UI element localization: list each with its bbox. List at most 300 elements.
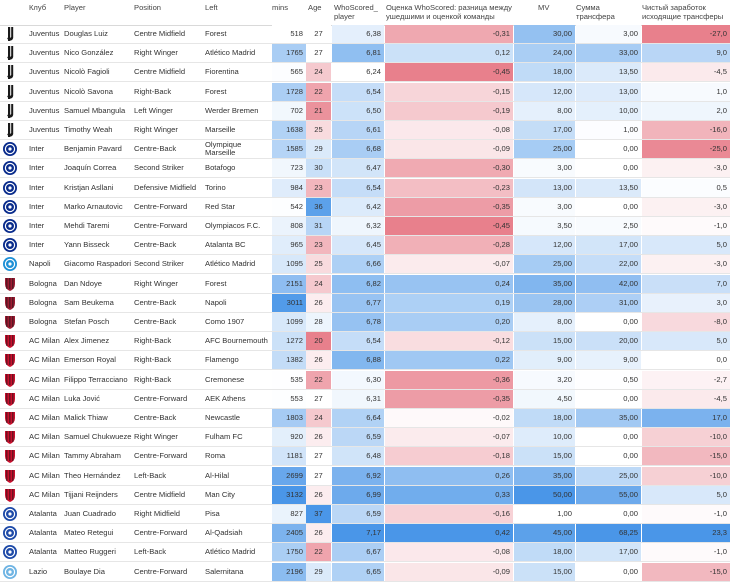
age-cell: 25 — [306, 255, 331, 273]
transfer-cell: 0,00 — [576, 447, 641, 465]
ws-diff-cell: -0,09 — [385, 563, 513, 581]
ws-diff-cell: -0,35 — [385, 390, 513, 408]
net-cell: 5,0 — [642, 236, 730, 254]
net-cell: 7,0 — [642, 275, 730, 293]
ws-player-cell: 6,54 — [332, 83, 384, 101]
club-cell: Inter — [29, 221, 45, 230]
transfer-cell: 9,00 — [576, 351, 641, 369]
mins-cell: 1750 — [272, 543, 306, 561]
table-row[interactable] — [0, 159, 730, 178]
transfer-cell: 2,50 — [576, 217, 641, 235]
ws-player-cell: 6,67 — [332, 543, 384, 561]
mv-cell: 35,00 — [514, 467, 575, 485]
atalanta-logo — [2, 506, 18, 522]
mins-cell: 1382 — [272, 351, 306, 369]
age-cell: 22 — [306, 371, 331, 389]
mv-cell: 9,00 — [514, 351, 575, 369]
table-row[interactable] — [0, 390, 730, 409]
position-cell: Left-Back — [134, 547, 167, 557]
position-cell: Right Midfield — [134, 509, 181, 518]
milan-logo — [2, 429, 18, 445]
club-cell: Bologna — [29, 317, 57, 326]
header-left[interactable]: Left — [205, 3, 218, 12]
net-cell: 17,0 — [642, 409, 730, 427]
header-mv[interactable]: MV — [538, 3, 550, 12]
net-cell: 5,0 — [642, 332, 730, 350]
transfer-cell: 42,00 — [576, 275, 641, 293]
table-row[interactable] — [0, 83, 730, 102]
player-cell: Luka Jović — [64, 393, 100, 403]
transfer-cell: 17,00 — [576, 543, 641, 561]
left-club-cell: Olympiacos F.C. — [205, 221, 261, 230]
mv-cell: 25,00 — [514, 255, 575, 273]
net-cell: 9,0 — [642, 44, 730, 62]
net-cell: -1,0 — [642, 543, 730, 561]
ws-diff-cell: -0,15 — [385, 83, 513, 101]
net-cell: -1,0 — [642, 217, 730, 235]
left-club-cell: Fulham FC — [205, 432, 243, 442]
club-cell: AC Milan — [29, 470, 60, 480]
ws-diff-cell: 0,12 — [385, 44, 513, 62]
position-cell: Centre-Forward — [134, 221, 188, 230]
inter-logo — [2, 237, 18, 253]
mv-cell: 15,00 — [514, 447, 575, 465]
left-club-cell: Atlético Madrid — [205, 48, 256, 58]
transfer-cell: 0,00 — [576, 390, 641, 408]
ws-player-cell: 6,32 — [332, 217, 384, 235]
table-row[interactable] — [0, 25, 730, 44]
position-cell: Centre-Forward — [134, 201, 188, 211]
transfer-cell: 17,00 — [576, 236, 641, 254]
table-row[interactable] — [0, 44, 730, 63]
table-row[interactable] — [0, 217, 730, 236]
player-cell: Alex Jimenez — [64, 336, 110, 346]
table-row[interactable] — [0, 198, 730, 217]
ws-player-cell: 6,65 — [332, 563, 384, 581]
transfer-cell: 13,50 — [576, 63, 641, 81]
position-cell: Centre-Back — [134, 144, 177, 154]
table-row[interactable] — [0, 102, 730, 121]
club-cell: Juventus — [29, 125, 60, 134]
ws-player-cell: 6,31 — [332, 390, 384, 408]
ws-diff-cell: -0,31 — [385, 25, 513, 43]
mv-cell: 18,00 — [514, 543, 575, 561]
club-cell: AC Milan — [29, 393, 60, 403]
transfer-cell: 10,00 — [576, 102, 641, 120]
player-cell: Juan Cuadrado — [64, 509, 116, 518]
inter-logo — [2, 141, 18, 157]
net-cell: -10,0 — [642, 428, 730, 446]
net-cell: -16,0 — [642, 121, 730, 139]
mv-cell: 18,00 — [514, 63, 575, 81]
position-cell: Centre-Forward — [134, 566, 188, 576]
ws-diff-cell: 0,42 — [385, 524, 513, 542]
position-cell: Right-Back — [134, 336, 172, 346]
mv-cell: 12,00 — [514, 236, 575, 254]
mins-cell: 553 — [272, 390, 306, 408]
table-row[interactable] — [0, 447, 730, 466]
position-cell: Second Striker — [134, 259, 184, 269]
ws-player-cell: 6,78 — [332, 313, 384, 331]
ws-player-cell: 6,48 — [332, 447, 384, 465]
transfer-cell: 0,00 — [576, 563, 641, 581]
table-row[interactable] — [0, 255, 730, 274]
table-row[interactable] — [0, 543, 730, 562]
left-club-cell: Man City — [205, 489, 235, 499]
age-cell: 36 — [306, 198, 331, 216]
table-row[interactable] — [0, 351, 730, 370]
mins-cell: 1585 — [272, 140, 306, 158]
ws-diff-cell: -0,18 — [385, 447, 513, 465]
left-club-cell: Botafogo — [205, 163, 236, 173]
table-row[interactable] — [0, 63, 730, 82]
mins-cell: 2405 — [272, 524, 306, 542]
club-cell: Atalanta — [29, 509, 57, 518]
player-cell: Emerson Royal — [64, 355, 116, 365]
mv-cell: 50,00 — [514, 486, 575, 504]
club-cell: Juventus — [29, 105, 60, 115]
left-club-cell: Salernitana — [205, 566, 244, 576]
club-cell: Inter — [29, 144, 45, 154]
player-cell: Nicolò Fagioli — [64, 67, 110, 77]
club-cell: Lazio — [29, 566, 48, 576]
club-cell: Inter — [29, 201, 45, 211]
mins-cell: 1099 — [272, 313, 306, 331]
mins-cell: 535 — [272, 371, 306, 389]
ws-player-cell: 6,47 — [332, 159, 384, 177]
age-cell: 27 — [306, 447, 331, 465]
ws-diff-cell: 0,20 — [385, 313, 513, 331]
player-cell: Mehdi Taremi — [64, 221, 110, 230]
napoli-logo — [2, 256, 18, 272]
transfer-cell: 22,00 — [576, 255, 641, 273]
ws-player-cell: 6,64 — [332, 409, 384, 427]
table-row[interactable] — [0, 179, 730, 198]
mins-cell: 965 — [272, 236, 306, 254]
ws-diff-cell: 0,22 — [385, 351, 513, 369]
position-cell: Right-Back — [134, 86, 172, 96]
net-cell: 3,0 — [642, 294, 730, 312]
mins-cell: 3011 — [272, 294, 306, 312]
net-cell: 0,5 — [642, 179, 730, 197]
transfer-cell: 0,50 — [576, 371, 641, 389]
position-cell: Centre Midfield — [134, 67, 186, 77]
milan-logo — [2, 448, 18, 464]
ws-player-cell: 6,77 — [332, 294, 384, 312]
table-row[interactable] — [0, 332, 730, 351]
position-cell: Centre Midfield — [134, 29, 186, 38]
milan-logo — [2, 333, 18, 349]
milan-logo — [2, 352, 18, 368]
table-row[interactable] — [0, 563, 730, 582]
transfer-cell: 20,00 — [576, 332, 641, 350]
player-cell: Tijjani Reijnders — [64, 489, 118, 499]
age-cell: 21 — [306, 102, 331, 120]
mv-cell: 15,00 — [514, 563, 575, 581]
ws-diff-cell: -0,45 — [385, 217, 513, 235]
ws-player-cell: 6,68 — [332, 140, 384, 158]
left-club-cell: Roma — [205, 451, 226, 461]
ws-diff-cell: -0,19 — [385, 102, 513, 120]
table-header — [0, 0, 730, 26]
ws-diff-cell: -0,28 — [385, 236, 513, 254]
net-cell: -8,0 — [642, 313, 730, 331]
position-cell: Centre-Back — [134, 413, 177, 422]
ws-player-cell: 6,59 — [332, 428, 384, 446]
milan-logo — [2, 487, 18, 503]
ws-player-cell: 6,61 — [332, 121, 384, 139]
inter-logo — [2, 160, 18, 176]
position-cell: Right-Back — [134, 355, 172, 365]
table-row[interactable] — [0, 294, 730, 313]
left-club-cell: Torino — [205, 182, 226, 192]
club-cell: Bologna — [29, 278, 57, 288]
position-cell: Right-Back — [134, 374, 172, 384]
age-cell: 25 — [306, 121, 331, 139]
club-cell: Juventus — [29, 29, 60, 38]
age-cell: 26 — [306, 351, 331, 369]
left-club-cell: Werder Bremen — [205, 105, 259, 115]
ws-player-cell: 6,30 — [332, 371, 384, 389]
net-cell: 0,0 — [642, 351, 730, 369]
header-ws-diff[interactable]: Оценка WhoScored: разница между ушедшими и оценкой команды — [386, 3, 512, 21]
inter-logo — [2, 180, 18, 196]
bologna-logo — [2, 276, 18, 292]
table-row[interactable] — [0, 505, 730, 524]
mins-cell: 542 — [272, 198, 306, 216]
mins-cell: 2196 — [272, 563, 306, 581]
ws-diff-cell: -0,45 — [385, 63, 513, 81]
left-club-cell: Red Star — [205, 201, 235, 211]
left-club-cell: Fiorentina — [205, 67, 239, 77]
player-cell: Theo Hernández — [64, 470, 121, 480]
player-cell: Samuel Chukwueze — [64, 432, 132, 442]
ws-diff-cell: -0,08 — [385, 121, 513, 139]
club-cell: AC Milan — [29, 336, 60, 346]
table-row[interactable] — [0, 428, 730, 447]
ws-diff-cell: -0,08 — [385, 543, 513, 561]
player-cell: Samuel Mbangula — [64, 105, 126, 115]
table-row[interactable] — [0, 121, 730, 140]
mv-cell: 24,00 — [514, 44, 575, 62]
net-cell: -2,7 — [642, 371, 730, 389]
net-cell: -27,0 — [642, 25, 730, 43]
club-cell: Juventus — [29, 48, 60, 58]
ws-player-cell: 6,54 — [332, 179, 384, 197]
left-club-cell: Forest — [205, 278, 227, 288]
header-age[interactable]: Age — [308, 3, 322, 12]
net-cell: -10,0 — [642, 467, 730, 485]
juventus-logo — [2, 103, 18, 119]
player-cell: Yann Bisseck — [64, 240, 110, 250]
mv-cell: 1,00 — [514, 505, 575, 523]
player-cell: Stefan Posch — [64, 317, 110, 326]
age-cell: 27 — [306, 390, 331, 408]
age-cell: 24 — [306, 275, 331, 293]
left-club-cell: Newcastle — [205, 413, 241, 422]
mv-cell: 28,00 — [514, 294, 575, 312]
player-cell: Mateo Retegui — [64, 528, 114, 538]
mins-cell: 808 — [272, 217, 306, 235]
ws-diff-cell: 0,33 — [385, 486, 513, 504]
ws-diff-cell: -0,30 — [385, 159, 513, 177]
table-row[interactable] — [0, 409, 730, 428]
age-cell: 26 — [306, 524, 331, 542]
age-cell: 27 — [306, 44, 331, 62]
ws-diff-cell: 0,24 — [385, 275, 513, 293]
left-club-cell: Atalanta BC — [205, 240, 246, 250]
transfer-cell: 55,00 — [576, 486, 641, 504]
net-cell: -4,5 — [642, 390, 730, 408]
header-club[interactable]: Клуб — [29, 3, 47, 12]
age-cell: 26 — [306, 486, 331, 504]
mins-cell: 1765 — [272, 44, 306, 62]
net-cell: -4,5 — [642, 63, 730, 81]
mins-cell: 1272 — [272, 332, 306, 350]
left-club-cell: Forest — [205, 86, 227, 96]
position-cell: Second Striker — [134, 163, 184, 173]
left-club-cell: AFC Bournemouth — [205, 336, 268, 346]
net-cell: -15,0 — [642, 447, 730, 465]
left-club-cell: Pisa — [205, 509, 220, 518]
ws-player-cell: 6,99 — [332, 486, 384, 504]
ws-player-cell: 6,42 — [332, 198, 384, 216]
net-cell: -25,0 — [642, 140, 730, 158]
club-cell: AC Milan — [29, 374, 60, 384]
ws-player-cell: 6,54 — [332, 332, 384, 350]
position-cell: Right Winger — [134, 432, 178, 442]
left-club-cell: Olympique Marseille — [205, 140, 242, 158]
ws-diff-cell: -0,07 — [385, 255, 513, 273]
mv-cell: 13,00 — [514, 179, 575, 197]
ws-player-cell: 6,88 — [332, 351, 384, 369]
club-cell: Atalanta — [29, 528, 57, 538]
club-cell: AC Milan — [29, 432, 60, 442]
header-mins[interactable]: mins — [272, 3, 289, 12]
table-row[interactable] — [0, 524, 730, 543]
header-ws-player[interactable]: WhoScored_ player — [334, 3, 378, 21]
ws-diff-cell: -0,16 — [385, 505, 513, 523]
ws-player-cell: 6,81 — [332, 44, 384, 62]
bologna-logo — [2, 314, 18, 330]
header-player[interactable]: Player — [64, 3, 86, 12]
left-club-cell: Atlético Madrid — [205, 259, 256, 269]
header-position[interactable]: Position — [134, 3, 162, 12]
left-club-cell: Marseille — [205, 125, 236, 134]
position-cell: Centre-Back — [134, 297, 177, 307]
mv-cell: 25,00 — [514, 140, 575, 158]
player-cell: Nicolò Savona — [64, 86, 113, 96]
net-cell: -15,0 — [642, 563, 730, 581]
left-club-cell: Atlético Madrid — [205, 547, 256, 557]
age-cell: 26 — [306, 428, 331, 446]
mins-cell: 827 — [272, 505, 306, 523]
age-cell: 29 — [306, 140, 331, 158]
milan-logo — [2, 410, 18, 426]
mv-cell: 8,00 — [514, 313, 575, 331]
age-cell: 37 — [306, 505, 331, 523]
milan-logo — [2, 391, 18, 407]
table-row[interactable] — [0, 236, 730, 255]
ws-player-cell: 6,50 — [332, 102, 384, 120]
age-cell: 22 — [306, 543, 331, 561]
age-cell: 23 — [306, 236, 331, 254]
mv-cell: 3,20 — [514, 371, 575, 389]
mins-cell: 702 — [272, 102, 306, 120]
table-row[interactable] — [0, 486, 730, 505]
net-cell: -3,0 — [642, 255, 730, 273]
net-cell: -3,0 — [642, 198, 730, 216]
transfer-cell: 3,00 — [576, 25, 641, 43]
mv-cell: 3,00 — [514, 198, 575, 216]
left-club-cell: Como 1907 — [205, 317, 245, 326]
left-club-cell: Napoli — [205, 297, 227, 307]
transfer-cell: 0,00 — [576, 428, 641, 446]
mv-cell: 4,50 — [514, 390, 575, 408]
mins-cell: 920 — [272, 428, 306, 446]
club-cell: Inter — [29, 163, 45, 173]
mins-cell: 1181 — [272, 447, 306, 465]
bologna-logo — [2, 295, 18, 311]
age-cell: 22 — [306, 83, 331, 101]
header-net[interactable]: Чистый заработок исходящие трансферы — [642, 3, 724, 21]
ws-diff-cell: -0,07 — [385, 428, 513, 446]
table-row[interactable] — [0, 313, 730, 332]
left-club-cell: Flamengo — [205, 355, 239, 365]
mv-cell: 12,00 — [514, 83, 575, 101]
player-cell: Filippo Terracciano — [64, 374, 128, 384]
juventus-logo — [2, 64, 18, 80]
player-cell: Malick Thiaw — [64, 413, 108, 422]
position-cell: Defensive Midfield — [134, 182, 197, 192]
inter-logo — [2, 199, 18, 215]
player-cell: Benjamin Pavard — [64, 144, 122, 154]
transfer-cell: 35,00 — [576, 409, 641, 427]
ws-player-cell: 6,45 — [332, 236, 384, 254]
juventus-logo — [2, 84, 18, 100]
net-cell: -1,0 — [642, 505, 730, 523]
age-cell: 24 — [306, 63, 331, 81]
age-cell: 28 — [306, 313, 331, 331]
ws-player-cell: 6,66 — [332, 255, 384, 273]
juventus-logo — [2, 26, 18, 42]
left-club-cell: Forest — [205, 29, 227, 38]
table-row[interactable] — [0, 371, 730, 390]
ws-diff-cell: 0,26 — [385, 467, 513, 485]
mins-cell: 518 — [272, 25, 306, 43]
ws-player-cell: 6,82 — [332, 275, 384, 293]
age-cell: 31 — [306, 217, 331, 235]
club-cell: AC Milan — [29, 489, 60, 499]
age-cell: 20 — [306, 332, 331, 350]
mv-cell: 3,50 — [514, 217, 575, 235]
club-cell: Juventus — [29, 67, 60, 77]
header-transfer[interactable]: Сумма трансфера — [576, 3, 615, 21]
position-cell: Centre-Forward — [134, 451, 188, 461]
transfer-cell: 0,00 — [576, 505, 641, 523]
mins-cell: 984 — [272, 179, 306, 197]
mv-cell: 18,00 — [514, 409, 575, 427]
transfer-cell: 33,00 — [576, 44, 641, 62]
ws-player-cell: 6,92 — [332, 467, 384, 485]
table-row[interactable] — [0, 467, 730, 486]
table-row[interactable] — [0, 275, 730, 294]
club-cell: Atalanta — [29, 547, 57, 557]
age-cell: 27 — [306, 25, 331, 43]
mv-cell: 15,00 — [514, 332, 575, 350]
table-row[interactable] — [0, 140, 730, 159]
transfer-cell: 0,00 — [576, 140, 641, 158]
